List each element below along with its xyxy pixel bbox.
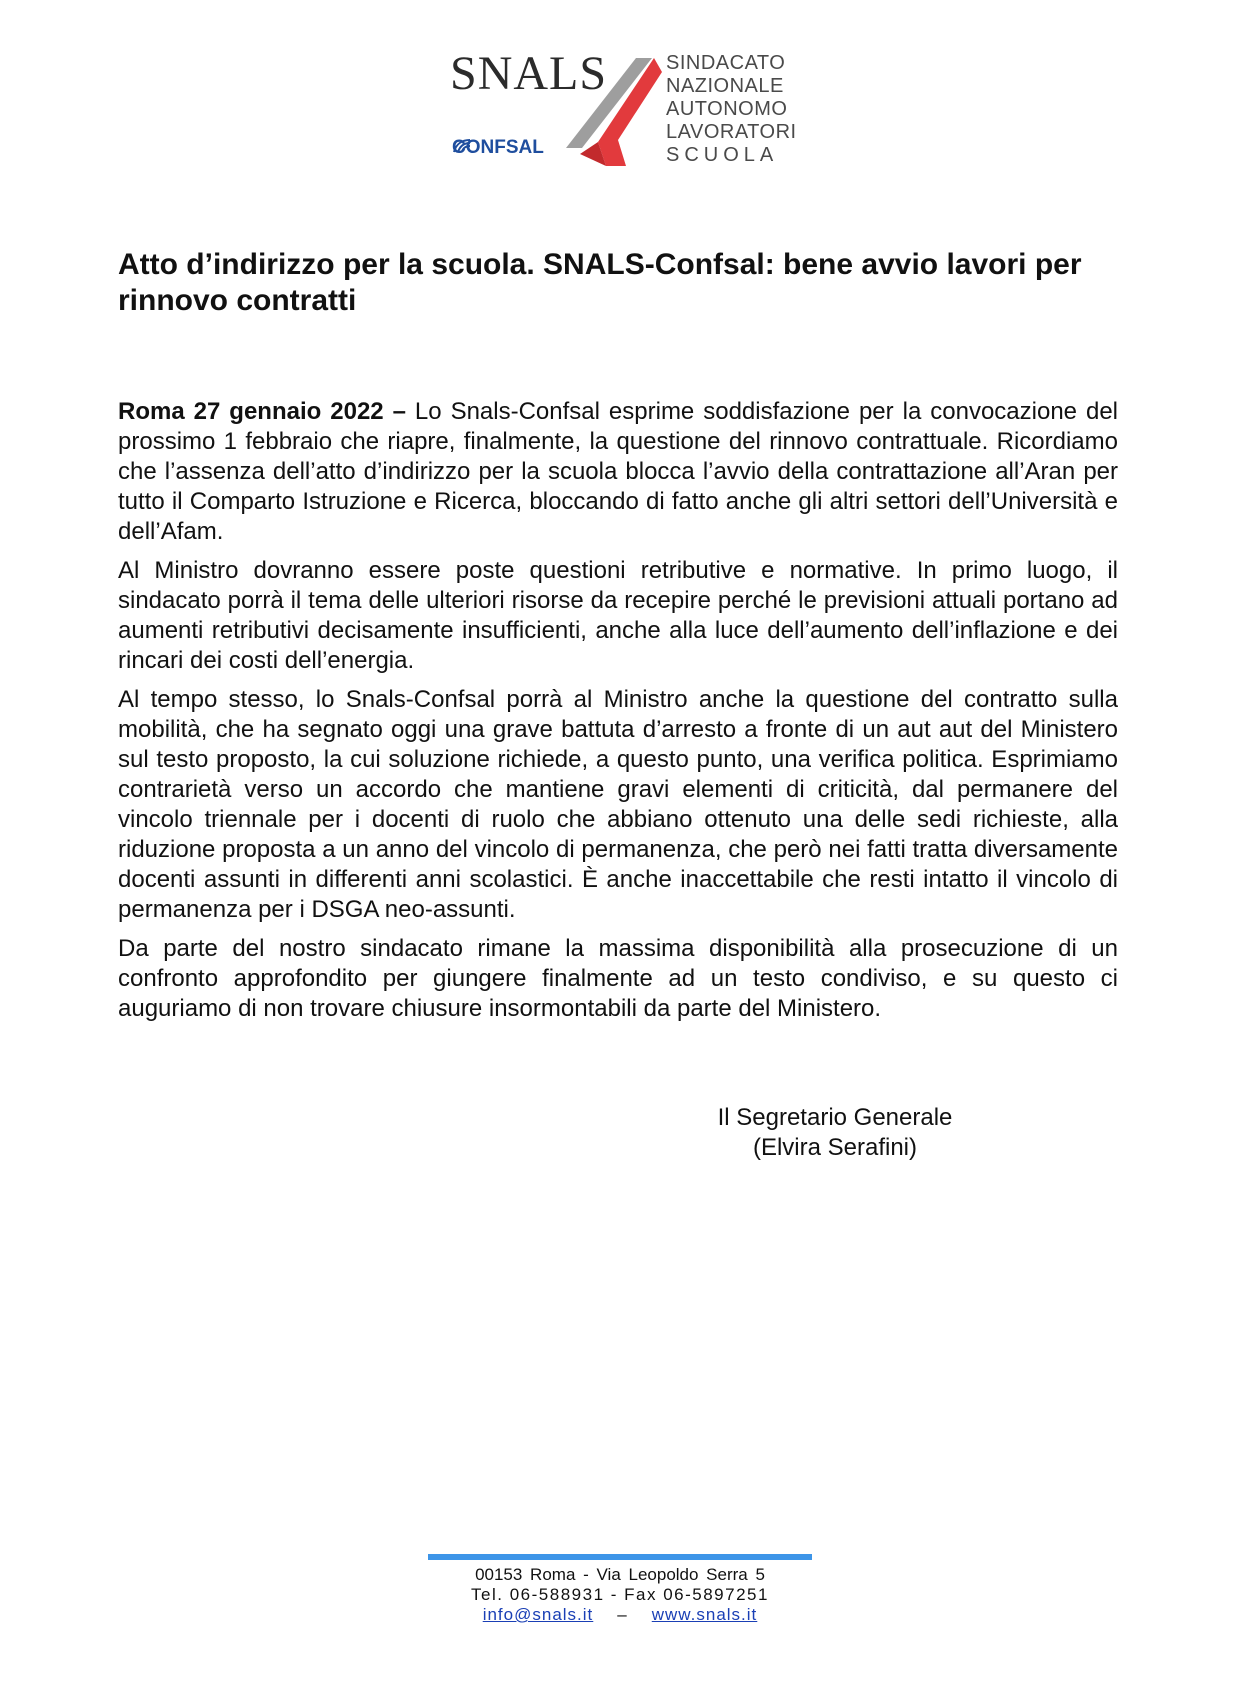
footer-phones: Tel. 06-588931 - Fax 06-5897251	[471, 1585, 769, 1604]
logo-confsal-text: CONFSAL	[452, 137, 544, 158]
website-link[interactable]: www.snals.it	[651, 1605, 758, 1624]
footer-divider	[428, 1554, 812, 1560]
paragraph-3: Al tempo stesso, lo Snals-Confsal porrà al Ministro anche la questione del contratto sulla mobilità, che ha segnato oggi una grave battuta d’arresto a fronte di un aut aut del Ministero sul testo proposto, la cui soluzione richiede, a questo punto, una verifica politica. Esprimiamo contrarietà verso un accordo che mantiene gravi elementi di criticità, dal permanere del vincolo triennale per i docenti di ruolo che abbiano ottenuto una delle sedi richieste, alla riduzione proposta a un anno del vincolo di permanenza, che però nei fatti tratta diversamente docenti assunti in differenti anni scolastici. È anche inaccettabile che resti intatto il vincolo di permanenza per i DSGA neo-assunti.	[118, 686, 1118, 923]
signatory-role: Il Segretario Generale	[717, 1104, 953, 1131]
logo-line: AUTONOMO	[666, 98, 788, 120]
email-link[interactable]: info@snals.it	[482, 1605, 594, 1624]
confsal-swirl-icon	[452, 138, 472, 154]
logo-brand-text: SNALS	[450, 47, 608, 100]
logo-line: SINDACATO	[666, 52, 786, 74]
signatory-name: (Elvira Serafini)	[752, 1134, 918, 1161]
footer-address: 00153 Roma - Via Leopoldo Serra 5	[475, 1565, 765, 1584]
footer-links	[428, 1605, 812, 1625]
paragraph-4: Da parte del nostro sindacato rimane la massima disponibilità alla prosecuzione di un confronto approfondito per giungere finalmente ad un testo condiviso, e su questo ci auguriamo di non trovare chiusure insormontabili da parte del Ministero.	[118, 935, 1118, 1022]
press-release-headline: Atto d’indirizzo per la scuola. SNALS-Confsal: bene avvio lavori per rinnovo contratti	[118, 248, 1082, 317]
logo-line: NAZIONALE	[666, 75, 784, 97]
dateline: Roma 27 gennaio 2022 –	[118, 398, 406, 425]
paragraph-1	[118, 397, 1118, 547]
paragraph-2: Al Ministro dovranno essere poste questioni retributive e normative. In primo luogo, il sindacato porrà il tema delle ulteriori risorse da recepire perché le previsioni attuali portano ad aumenti retributivi decisamente insufficienti, anche alla luce dell’aumento dell’inflazione e dei rincari dei costi dell’energia.	[118, 557, 1118, 674]
footer-separator: –	[617, 1605, 628, 1624]
logo-full-name	[666, 52, 797, 167]
logo-confsal	[452, 138, 544, 157]
signature-block	[690, 1103, 980, 1163]
logo-line: LAVORATORI	[666, 121, 797, 143]
footer-contacts	[428, 1565, 812, 1625]
paragraph-1-text: Lo Snals-Confsal esprime soddisfazione per la convocazione del prossimo 1 febbraio che riapre, finalmente, la questione del rinnovo contrattuale. Ricordiamo che l’assenza dell’atto d’indirizzo per la scuola blocca l’avvio della contrattazione all’Aran per tutto il Comparto Istruzione e Ricerca, bloccando di fatto anche gli altri settori dell’Università e dell’Afam.	[118, 398, 1118, 545]
snals-logo	[448, 44, 800, 169]
logo-line: SCUOLA	[666, 144, 779, 166]
press-release-body	[118, 397, 1118, 1033]
